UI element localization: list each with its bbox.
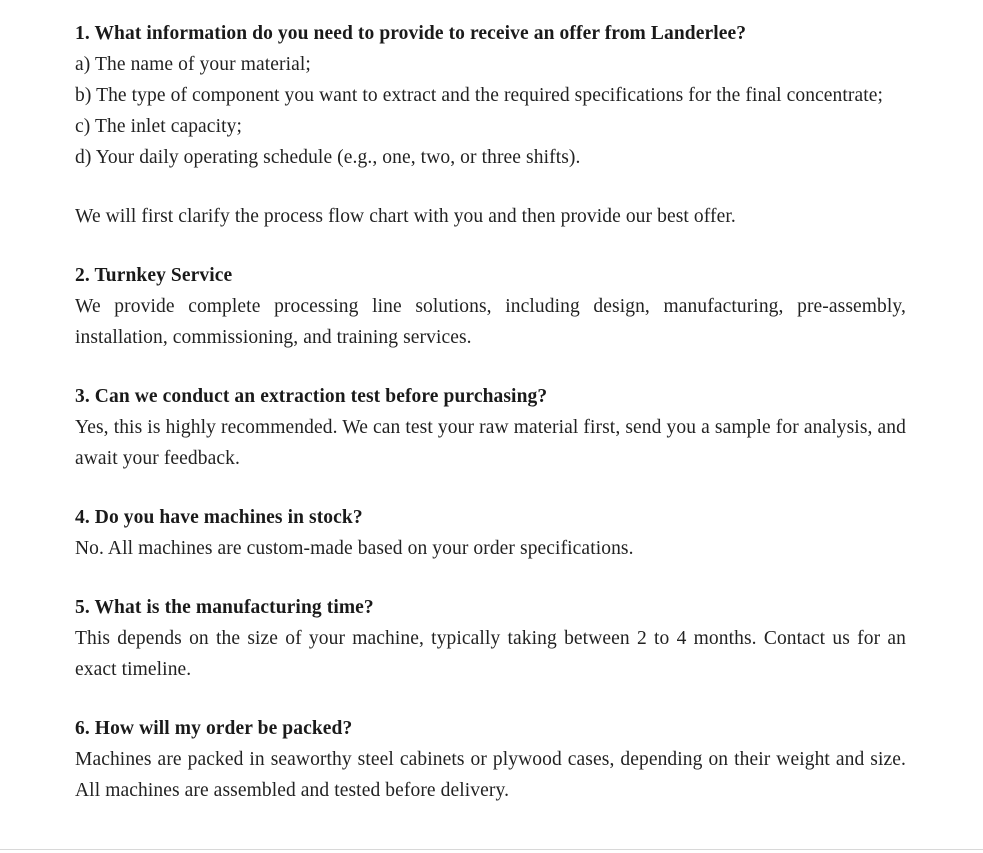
faq-question: 2. Turnkey Service [75, 265, 233, 286]
faq-answer: Machines are packed in seaworthy steel cabinets or plywood cases, depending on their weight and size. All machines are assembled and tested before delivery. [75, 749, 906, 801]
list-item: a) The name of your material; [75, 54, 311, 75]
faq-answer: No. All machines are custom-made based on your order specifications. [75, 538, 634, 559]
faq-note: We will first clarify the process flow chart with you and then provide our best offer. [75, 206, 736, 227]
bottom-divider [0, 849, 983, 850]
faq-item-turnkey [75, 260, 906, 353]
faq-item-extraction-test [75, 381, 906, 474]
faq-answer: Yes, this is highly recommended. We can test your raw material first, send you a sample for analysis, and await your feedback. [75, 417, 906, 469]
faq-answer: We provide complete processing line solutions, including design, manufacturing, pre-assembly, installation, commissioning, and training services. [75, 296, 906, 348]
faq-content [75, 18, 906, 834]
faq-item-offer-info [75, 18, 906, 173]
faq-question: 3. Can we conduct an extraction test before purchasing? [75, 386, 548, 407]
faq-note-block [75, 201, 906, 232]
list-item: c) The inlet capacity; [75, 116, 242, 137]
faq-question: 6. How will my order be packed? [75, 718, 353, 739]
faq-question: 4. Do you have machines in stock? [75, 507, 363, 528]
faq-item-stock [75, 502, 906, 564]
faq-item-manufacturing-time [75, 592, 906, 685]
faq-answer: This depends on the size of your machine, typically taking between 2 to 4 months. Contact us for an exact timeline. [75, 628, 906, 680]
faq-question: 5. What is the manufacturing time? [75, 597, 374, 618]
faq-question: 1. What information do you need to provide to receive an offer from Landerlee? [75, 23, 747, 44]
list-item: b) The type of component you want to extract and the required specifications for the final concentrate; [75, 85, 884, 106]
list-item: d) Your daily operating schedule (e.g., one, two, or three shifts). [75, 147, 581, 168]
faq-item-packing [75, 713, 906, 806]
